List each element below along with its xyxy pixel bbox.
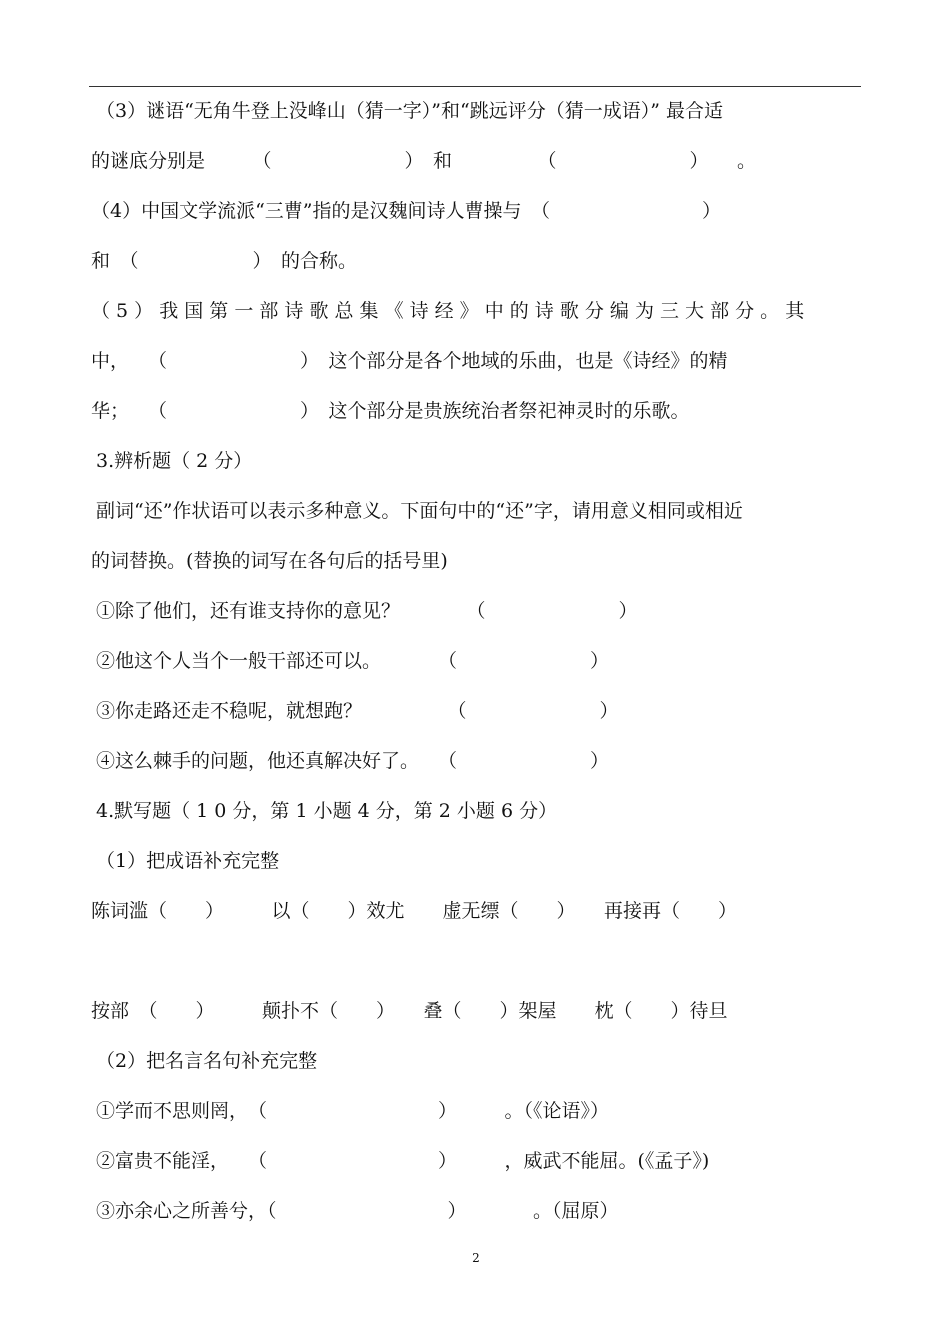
q3-sentence-3: ③你走路还走不稳呢，就想跑？ （ ）	[96, 700, 619, 722]
q2-item5-line1: （ 5 ） 我 国 第 一 部 诗 歌 总 集 《 诗 经 》 中 的 诗 歌 分 编 为 三 大 部 分 。 其	[91, 300, 805, 322]
q3-sentence-1: ①除了他们，还有谁支持你的意见？ （ ）	[96, 600, 638, 622]
q3-intro-line1: 副词“还”作状语可以表示多种意义。下面句中的“还”字，请用意义相同或相近	[96, 500, 743, 522]
idiom-row-1: 陈词滥（ ） 以（ ）效尤 虚无缥（ ） 再接再（ ）	[91, 900, 738, 922]
q4-part1-title: （1）把成语补充完整	[96, 850, 280, 872]
page-number: 2	[472, 1251, 480, 1265]
q3-intro-line2: 的词替换。(替换的词写在各句后的括号里)	[91, 550, 448, 572]
q3-sentence-4: ④这么棘手的问题，他还真解决好了。 （ ）	[96, 750, 610, 772]
q4-part2-title: （2）把名言名句补充完整	[96, 1050, 318, 1072]
q2-item5-line2: 中， （ ） 这个部分是各个地域的乐曲，也是《诗经》的精	[91, 350, 728, 372]
q3-sentence-2: ②他这个人当个一般干部还可以。 （ ）	[96, 650, 610, 672]
idiom-row-2: 按部 （ ） 颠扑不（ ） 叠（ ）架屋 枕（ ）待旦	[91, 1000, 728, 1022]
q2-item3-line2: 的谜底分别是 （ ） 和 （ ） 。	[91, 150, 757, 172]
q2-item5-line3: 华； （ ） 这个部分是贵族统治者祭祀神灵时的乐歌。	[91, 400, 690, 422]
quote-sentence-1: ①学而不思则罔， （ ） 。（《论语》）	[96, 1100, 610, 1122]
q3-title: 3.辨析题（ 2 分）	[96, 450, 253, 472]
q2-item3-line1: （3）谜语“无角牛登上没峰山（猜一字）”和“跳远评分（猜一成语）” 最合适	[96, 100, 723, 122]
q2-item4-line2: 和 （ ） 的合称。	[91, 250, 358, 272]
quote-sentence-2: ②富贵不能淫， （ ） ，威武不能屈。(《孟子》)	[96, 1150, 710, 1172]
quote-sentence-3: ③亦余心之所善兮，（ ） 。（屈原）	[96, 1200, 619, 1222]
q4-title: 4.默写题（ 1 0 分，第 1 小题 4 分，第 2 小题 6 分）	[96, 800, 558, 822]
q2-item4-line1: （4）中国文学流派“三曹”指的是汉魏间诗人曹操与 （ ）	[91, 200, 722, 222]
header-rule	[89, 86, 861, 87]
